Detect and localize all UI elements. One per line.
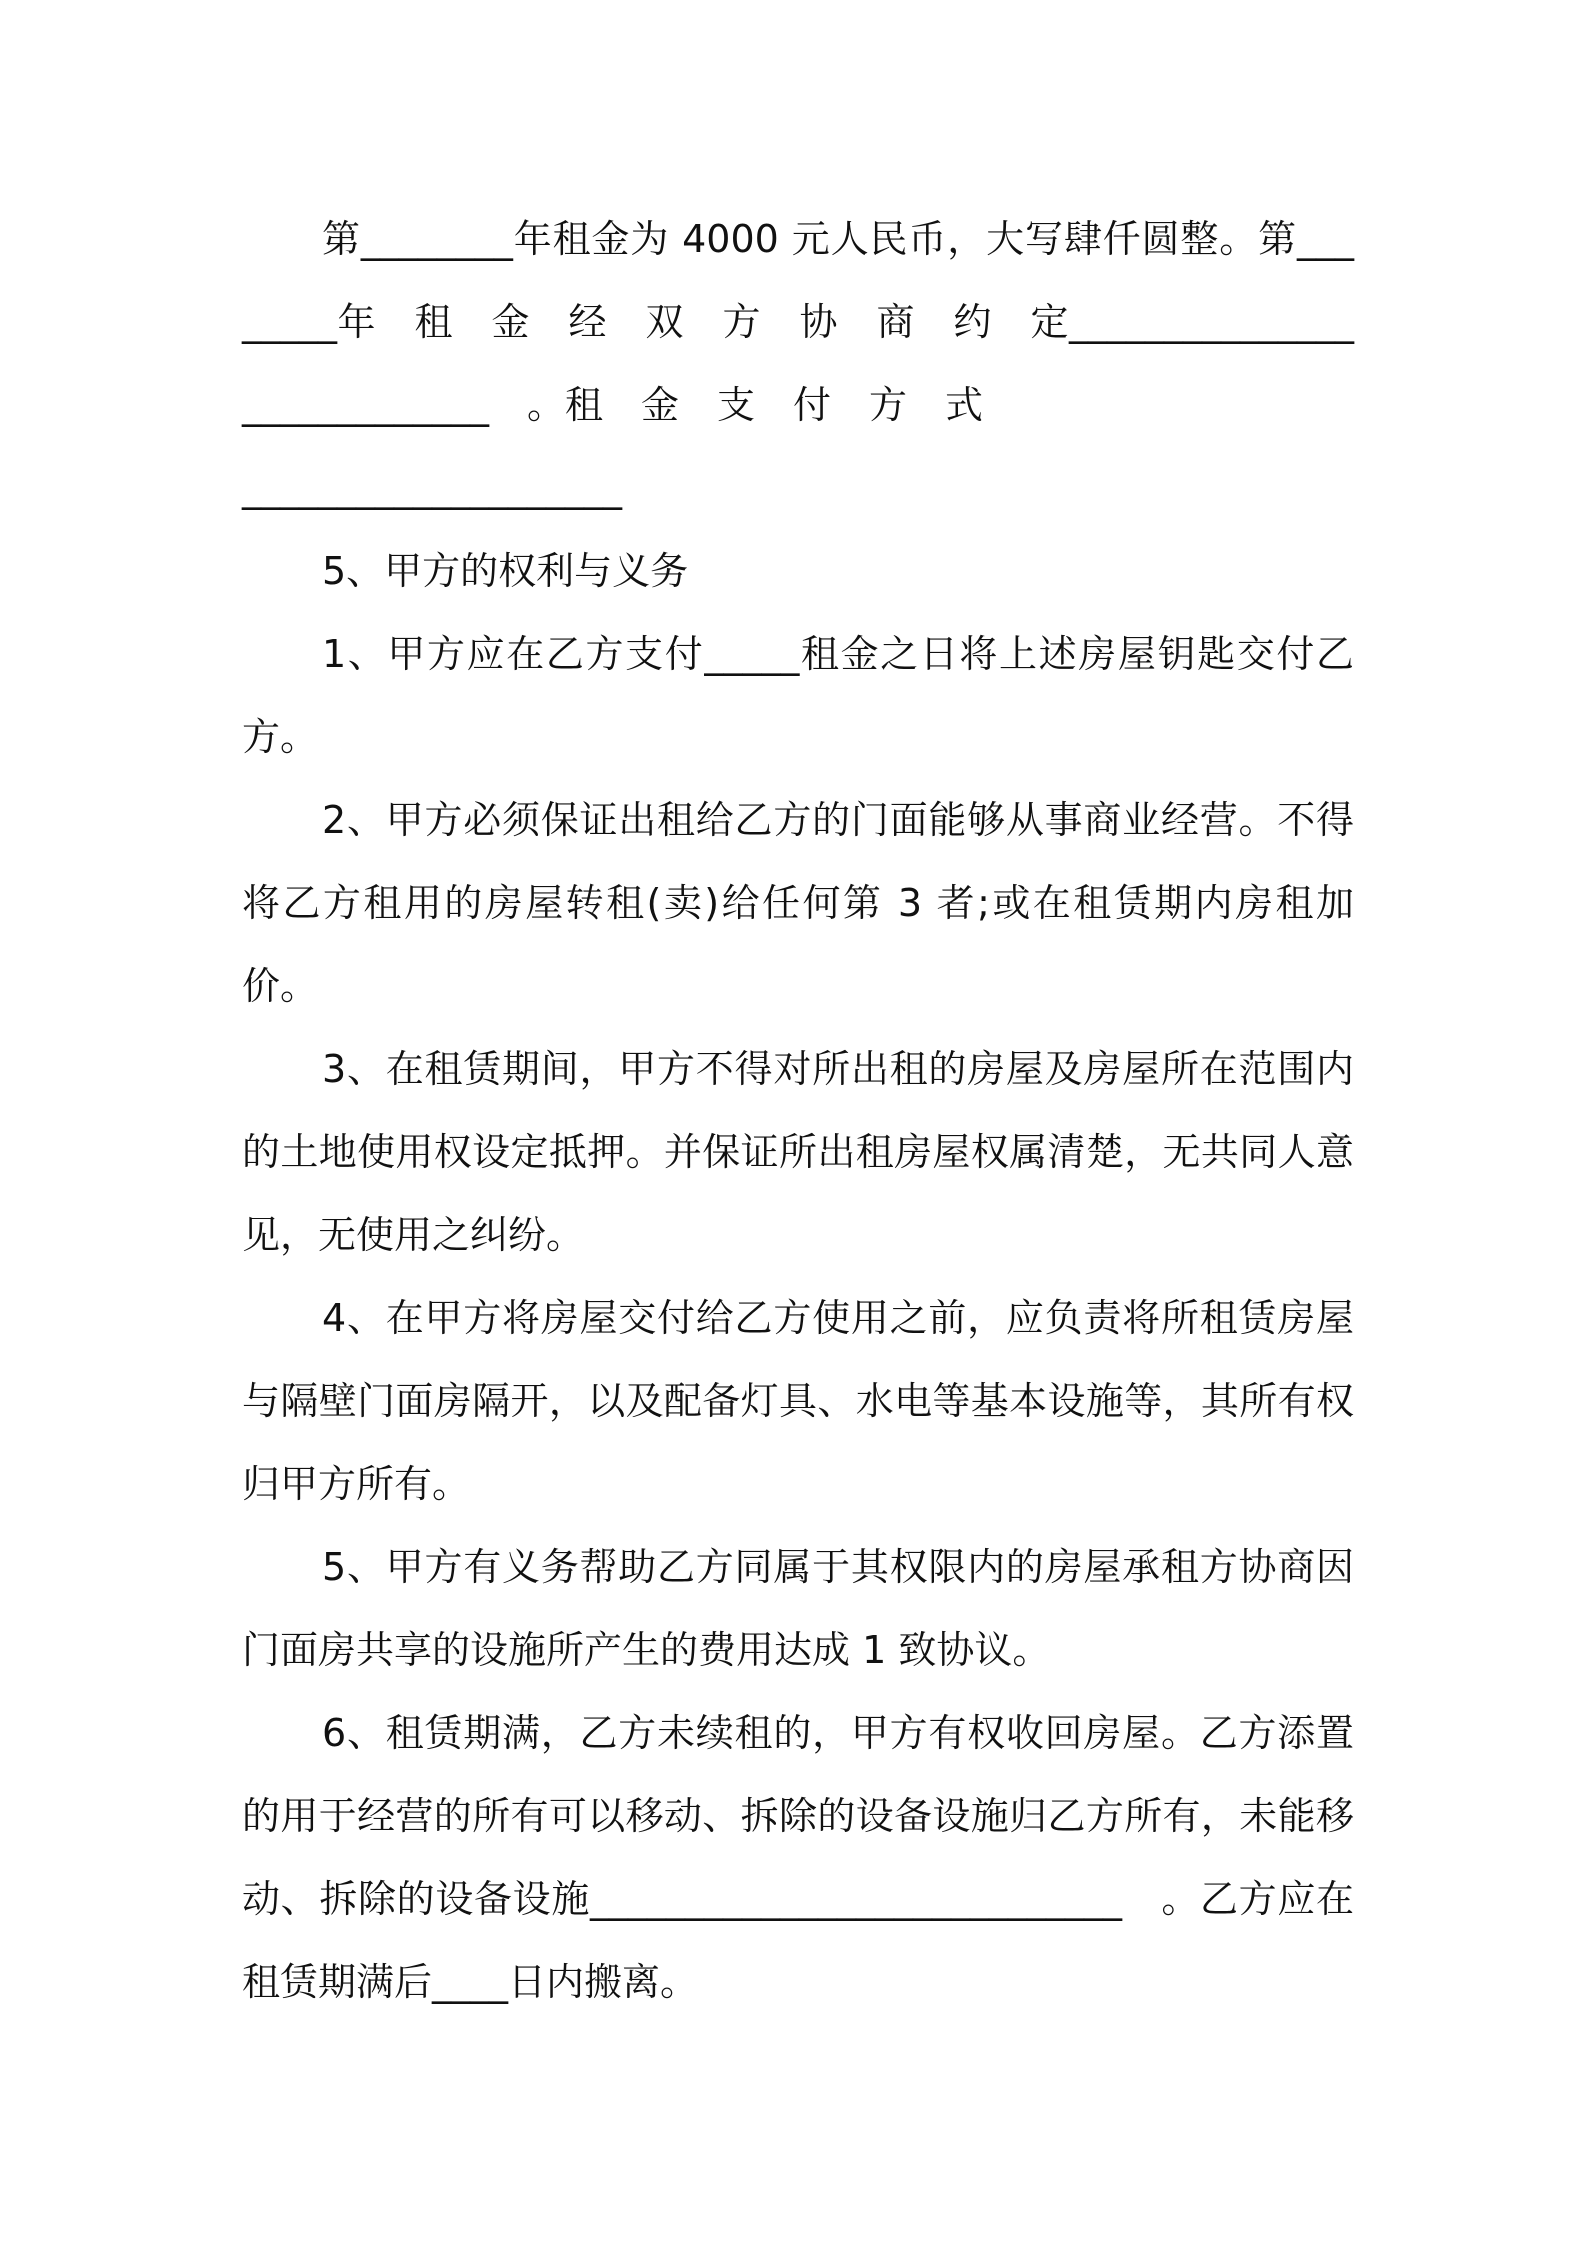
clause-4: 4、在甲方将房屋交付给乙方使用之前，应负责将所租赁房屋与隔壁门面房隔开，以及配备灯具、水电等基本设施等，其所有权归甲方所有。 bbox=[242, 1296, 1354, 1506]
rent-payment-blank: ____________________ bbox=[242, 466, 622, 510]
document-body bbox=[242, 198, 1354, 2024]
rent-payment-blank-line bbox=[242, 447, 1354, 530]
clause-5: 5、甲方有义务帮助乙方同属于其权限内的房屋承租方协商因门面房共享的设施所产生的费用达成 1 致协议。 bbox=[242, 1545, 1354, 1672]
clause-6: 6、租赁期满，乙方未续租的，甲方有权收回房屋。乙方添置的用于经营的所有可以移动、拆除的设备设施归乙方所有，未能移动、拆除的设备设施____________________________ 。乙方应在租赁期满后____日内搬离。 bbox=[242, 1711, 1354, 2004]
section-heading-lessor-rights: 5、甲方的权利与义务 bbox=[322, 549, 689, 593]
clause-1: 1、甲方应在乙方支付_____租金之日将上述房屋钥匙交付乙方。 bbox=[242, 632, 1354, 759]
rent-terms-paragraph: 第________年租金为 4000 元人民币，大写肆仟圆整。第________年 租 金 经 双 方 协 商 约 定____________________________ 。租 金 支 付 方 式 bbox=[242, 217, 1354, 427]
clause-3: 3、在租赁期间，甲方不得对所出租的房屋及房屋所在范围内的土地使用权设定抵押。并保证所出租房屋权属清楚，无共同人意见，无使用之纠纷。 bbox=[242, 1047, 1354, 1257]
clause-2: 2、甲方必须保证出租给乙方的门面能够从事商业经营。不得将乙方租用的房屋转租(卖)给任何第 3 者;或在租赁期内房租加价。 bbox=[242, 798, 1354, 1008]
